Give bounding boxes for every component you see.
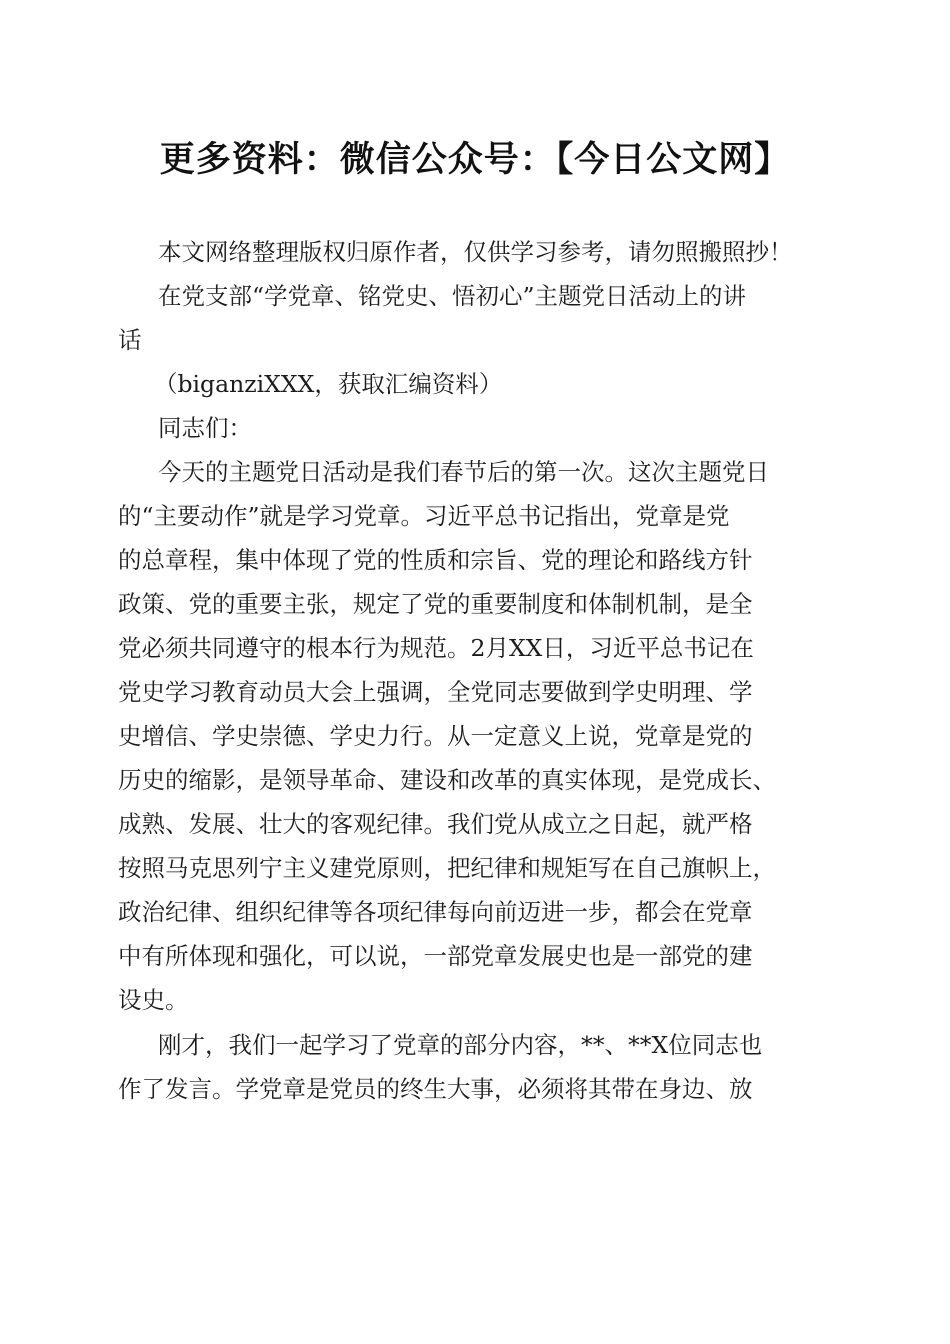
paragraph-1-line: 政治纪律、组织纪律等各项纪律每向前迈进一步，都会在党章 <box>118 898 753 926</box>
paragraph-1-line: 政策、党的重要主张，规定了党的重要制度和体制机制，是全 <box>118 590 753 618</box>
paragraph-1-line: 党史学习教育动员大会上强调，全党同志要做到学史明理、学 <box>118 678 753 706</box>
paragraph-1-line: 党必须共同遵守的根本行为规范。2月XX日，习近平总书记在 <box>118 634 754 662</box>
speech-title-line-1: 在党支部“学党章、铭党史、悟初心”主题党日活动上的讲 <box>158 282 747 310</box>
paragraph-1-line: 按照马克思列宁主义建党原则，把纪律和规矩写在自己旗帜上， <box>118 854 776 882</box>
paragraph-1-line: 史增信、学史崇德、学史力行。从一定意义上说，党章是党的 <box>118 722 753 750</box>
paragraph-1-line: 中有所体现和强化，可以说，一部党章发展史也是一部党的建 <box>118 942 753 970</box>
paragraph-2-line: 刚才，我们一起学习了党章的部分内容，**、**X位同志也 <box>158 1031 763 1059</box>
paragraph-1-line: 的“主要动作”就是学习党章。习近平总书记指出，党章是党 <box>118 502 730 530</box>
speech-title-line-2: 话 <box>118 326 142 354</box>
paragraph-2-line: 作了发言。学党章是党员的终生大事，必须将其带在身边、放 <box>118 1075 753 1103</box>
paragraph-1-line: 的总章程，集中体现了党的性质和宗旨、党的理论和路线方针 <box>118 546 753 574</box>
page-title: 更多资料：微信公众号：【今日公文网】 <box>159 139 791 180</box>
document-body <box>118 230 838 1111</box>
paragraph-1-line: 历史的缩影，是领导革命、建设和改革的真实体现，是党成长、 <box>118 766 776 794</box>
paragraph-1-line: 成熟、发展、壮大的客观纪律。我们党从成立之日起，就严格 <box>118 810 753 838</box>
paragraph-1-line: 今天的主题党日活动是我们春节后的第一次。这次主题党日 <box>158 458 769 486</box>
paragraph-1-line: 设史。 <box>118 986 189 1014</box>
author-note: （biganziXXX，获取汇编资料） <box>154 370 503 398</box>
salutation: 同志们： <box>158 414 252 442</box>
copyright-notice: 本文网络整理版权归原作者，仅供学习参考，请勿照搬照抄！ <box>158 238 793 266</box>
